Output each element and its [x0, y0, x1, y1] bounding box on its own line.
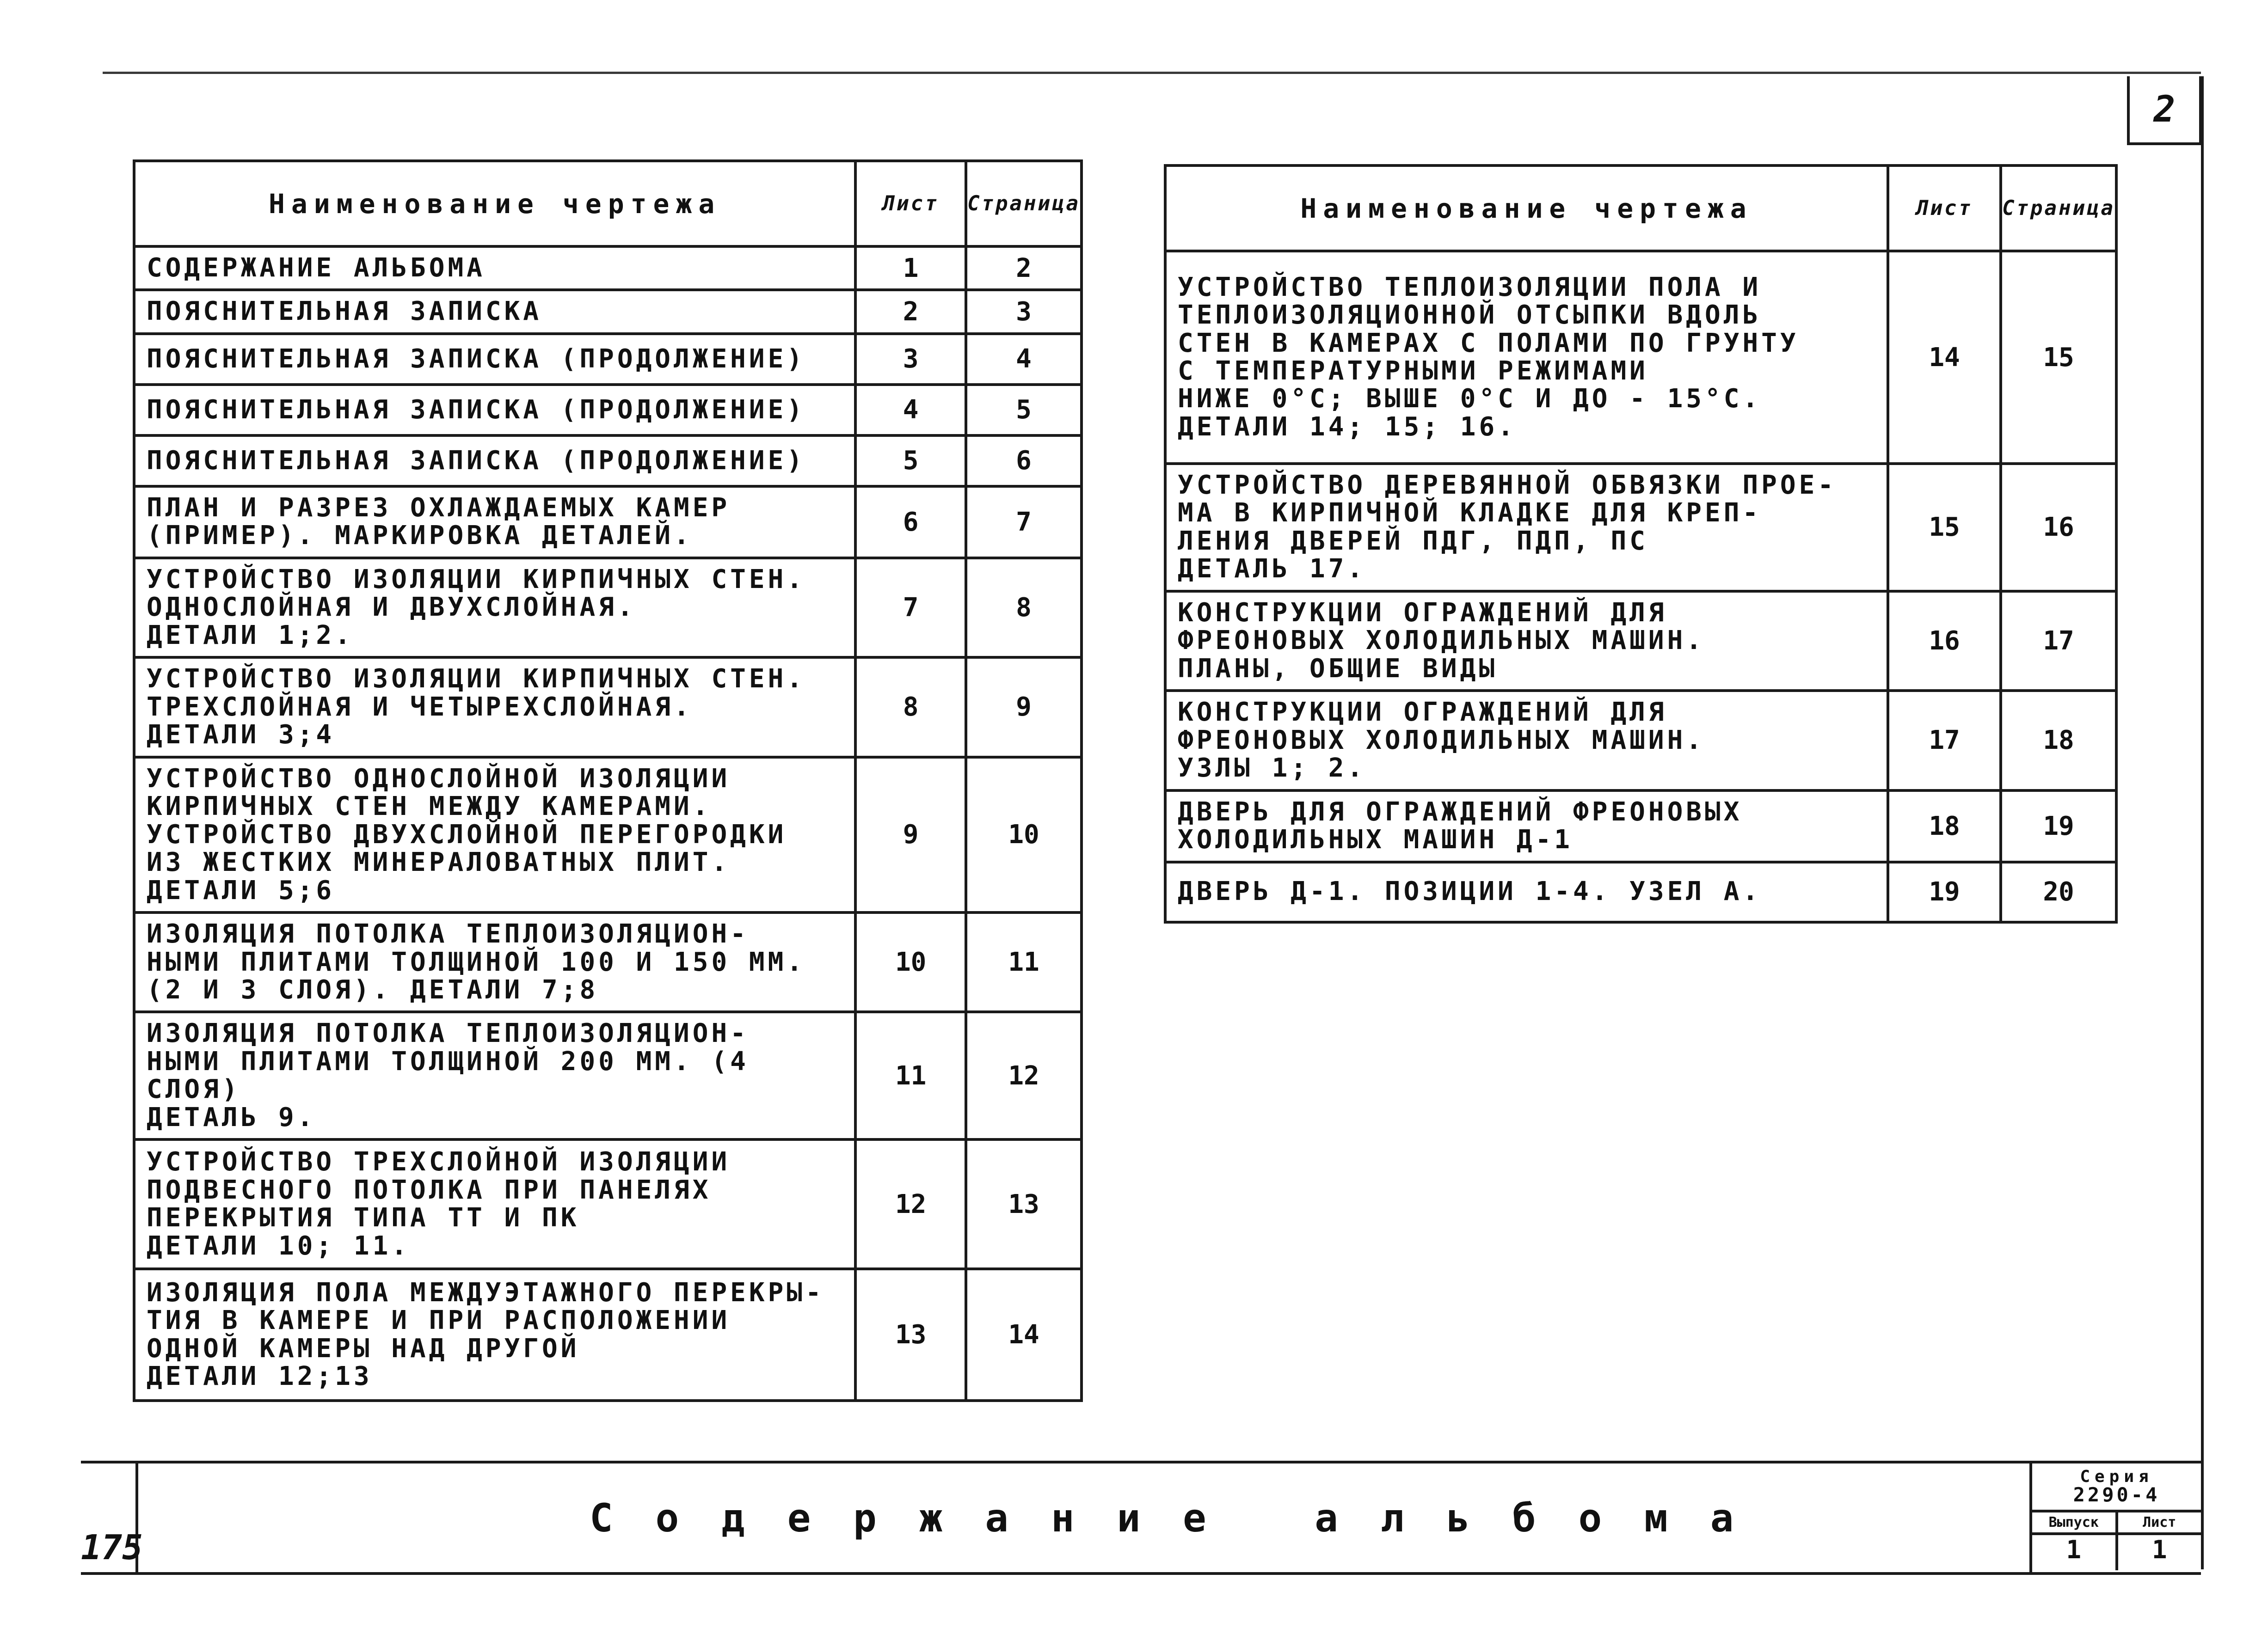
table-row — [134, 1012, 1082, 1139]
sheet-number-cell: 3 — [855, 334, 966, 385]
page-number-cell: 8 — [966, 558, 1082, 657]
series-cell — [2032, 1463, 2201, 1512]
page-number-cell: 7 — [966, 486, 1082, 558]
sheet-number-cell: 15 — [1888, 464, 2001, 591]
table-row — [134, 334, 1082, 385]
page-number-cell: 3 — [966, 290, 1082, 333]
issue-cell — [2032, 1512, 2115, 1570]
page-number-cell: 9 — [966, 657, 1082, 757]
table-row — [134, 290, 1082, 333]
drawing-name-cell: КОНСТРУКЦИИ ОГРАЖДЕНИЙ ДЛЯ ФРЕОНОВЫХ ХОЛОДИЛЬНЫХ МАШИН. ПЛАНЫ, ОБЩИЕ ВИДЫ — [1165, 591, 1888, 691]
table-row — [134, 558, 1082, 657]
drawing-name-cell: ДВЕРЬ ДЛЯ ОГРАЖДЕНИЙ ФРЕОНОВЫХ ХОЛОДИЛЬНЫХ МАШИН Д-1 — [1165, 790, 1888, 862]
sheet-number-cell: 6 — [855, 486, 966, 558]
issue-value: 1 — [2066, 1535, 2081, 1564]
document-title: Содержание альбома — [590, 1495, 1776, 1541]
stamp-box — [2029, 1463, 2201, 1572]
page-number-cell: 19 — [2001, 790, 2116, 862]
drawing-name-cell: ИЗОЛЯЦИЯ ПОТОЛКА ТЕПЛОИЗОЛЯЦИОН- НЫМИ ПЛИТАМИ ТОЛЩИНОЙ 100 И 150 ММ. (2 И 3 СЛОЯ). ДЕТАЛИ 7;8 — [134, 912, 855, 1012]
sheet-number-cell: 4 — [855, 385, 966, 435]
page-number-cell: 12 — [966, 1012, 1082, 1139]
page-number-cell: 11 — [966, 912, 1082, 1012]
sheet-number-cell: 12 — [855, 1139, 966, 1269]
sheet-number-cell: 2 — [855, 290, 966, 333]
contents-table-right — [1164, 164, 2118, 924]
drawing-name-cell: ПОЯСНИТЕЛЬНАЯ ЗАПИСКА (ПРОДОЛЖЕНИЕ) — [134, 385, 855, 435]
issue-label: Выпуск — [2032, 1512, 2115, 1535]
table-row — [1165, 251, 2116, 464]
page-number-cell: 20 — [2001, 862, 2116, 922]
page-number-box: 2 — [2127, 76, 2202, 145]
table-row — [134, 657, 1082, 757]
table-row — [1165, 591, 2116, 691]
column-header-page: Страница — [966, 161, 1082, 246]
drawing-name-cell: УСТРОЙСТВО ИЗОЛЯЦИИ КИРПИЧНЫХ СТЕН. ТРЕХСЛОЙНАЯ И ЧЕТЫРЕХСЛОЙНАЯ. ДЕТАЛИ 3;4 — [134, 657, 855, 757]
page-number-cell: 4 — [966, 334, 1082, 385]
table-row — [1165, 691, 2116, 790]
sheet-number-cell: 5 — [855, 435, 966, 486]
sheet-number-cell: 17 — [1888, 691, 2001, 790]
page-number-cell: 16 — [2001, 464, 2116, 591]
contents-table-left — [133, 159, 1083, 1402]
table-row — [134, 1269, 1082, 1401]
album-code-cell — [81, 1463, 143, 1572]
sheet-number-cell: 18 — [1888, 790, 2001, 862]
page-number-cell: 14 — [966, 1269, 1082, 1401]
drawing-name-cell: УСТРОЙСТВО ТРЕХСЛОЙНОЙ ИЗОЛЯЦИИ ПОДВЕСНОГО ПОТОЛКА ПРИ ПАНЕЛЯХ ПЕРЕКРЫТИЯ ТИПА ТТ И ПК ДЕТАЛИ 10; 11. — [134, 1139, 855, 1269]
table-row — [134, 912, 1082, 1012]
sheet-number-cell: 13 — [855, 1269, 966, 1401]
page-number-cell: 5 — [966, 385, 1082, 435]
drawing-name-cell: ДВЕРЬ Д-1. ПОЗИЦИИ 1-4. УЗЕЛ А. — [1165, 862, 1888, 922]
sheet-number-cell: 9 — [855, 757, 966, 912]
series-value: 2290-4 — [2073, 1483, 2160, 1506]
contents-table-right-body — [1165, 251, 2116, 922]
table-row — [134, 385, 1082, 435]
top-border-line — [103, 72, 2201, 74]
drawing-name-cell: КОНСТРУКЦИИ ОГРАЖДЕНИЙ ДЛЯ ФРЕОНОВЫХ ХОЛОДИЛЬНЫХ МАШИН. УЗЛЫ 1; 2. — [1165, 691, 1888, 790]
page-number-cell: 17 — [2001, 591, 2116, 691]
drawing-name-cell: ИЗОЛЯЦИЯ ПОЛА МЕЖДУЭТАЖНОГО ПЕРЕКРЫ- ТИЯ В КАМЕРЕ И ПРИ РАСПОЛОЖЕНИИ ОДНОЙ КАМЕРЫ НАД ДРУГОЙ ДЕТАЛИ 12;13 — [134, 1269, 855, 1401]
drawing-name-cell: СОДЕРЖАНИЕ АЛЬБОМА — [134, 246, 855, 290]
contents-table-left-body — [134, 246, 1082, 1401]
table-row — [134, 1139, 1082, 1269]
page-number-cell: 18 — [2001, 691, 2116, 790]
page-number-cell: 6 — [966, 435, 1082, 486]
drawing-name-cell: УСТРОЙСТВО ДЕРЕВЯННОЙ ОБВЯЗКИ ПРОЕ- МА В КИРПИЧНОЙ КЛАДКЕ ДЛЯ КРЕП- ЛЕНИЯ ДВЕРЕЙ ПДГ, ПДП, ПС ДЕТАЛЬ 17. — [1165, 464, 1888, 591]
table-row — [134, 246, 1082, 290]
sheet-number-cell: 11 — [855, 1012, 966, 1139]
column-header-sheet: Лист — [855, 161, 966, 246]
column-header-page: Страница — [2001, 165, 2116, 251]
column-header-sheet: Лист — [1888, 165, 2001, 251]
table-row — [1165, 464, 2116, 591]
table-row — [134, 435, 1082, 486]
stamp-sheet-cell — [2115, 1512, 2201, 1570]
sheet-number-cell: 19 — [1888, 862, 2001, 922]
page-number-cell: 2 — [966, 246, 1082, 290]
drawing-name-cell: УСТРОЙСТВО ТЕПЛОИЗОЛЯЦИИ ПОЛА И ТЕПЛОИЗОЛЯЦИОННОЙ ОТСЫПКИ ВДОЛЬ СТЕН В КАМЕРАХ С ПОЛАМИ ПО ГРУНТУ С ТЕМПЕРАТУРНЫМИ РЕЖИМАМИ НИЖЕ 0°С; ВЫШЕ 0°С И ДО - 15°С. ДЕТАЛИ 14; 15; 16. — [1165, 251, 1888, 464]
page-number-cell: 10 — [966, 757, 1082, 912]
stamp-sheet-value: 1 — [2151, 1535, 2167, 1564]
drawing-name-cell: ПОЯСНИТЕЛЬНАЯ ЗАПИСКА — [134, 290, 855, 333]
title-block — [81, 1461, 2201, 1575]
sheet-number-cell: 1 — [855, 246, 966, 290]
sheet-number-cell: 14 — [1888, 251, 2001, 464]
drawing-name-cell: ИЗОЛЯЦИЯ ПОТОЛКА ТЕПЛОИЗОЛЯЦИОН- НЫМИ ПЛИТАМИ ТОЛЩИНОЙ 200 ММ. (4 СЛОЯ) ДЕТАЛЬ 9. — [134, 1012, 855, 1139]
table-row — [1165, 790, 2116, 862]
drawing-name-cell: ПОЯСНИТЕЛЬНАЯ ЗАПИСКА (ПРОДОЛЖЕНИЕ) — [134, 435, 855, 486]
stamp-sheet-label: Лист — [2118, 1512, 2201, 1535]
sheet-number-cell: 10 — [855, 912, 966, 1012]
drawing-name-cell: УСТРОЙСТВО ИЗОЛЯЦИИ КИРПИЧНЫХ СТЕН. ОДНОСЛОЙНАЯ И ДВУХСЛОЙНАЯ. ДЕТАЛИ 1;2. — [134, 558, 855, 657]
album-code: 175 — [81, 1528, 143, 1567]
series-label: Серия — [2080, 1467, 2153, 1486]
sheet-number-cell: 16 — [1888, 591, 2001, 691]
page-number-cell: 13 — [966, 1139, 1082, 1269]
table-row — [1165, 862, 2116, 922]
sheet-number-cell: 7 — [855, 558, 966, 657]
page-number-cell: 15 — [2001, 251, 2116, 464]
table-row — [134, 486, 1082, 558]
sheet-number-cell: 8 — [855, 657, 966, 757]
drawing-name-cell: ПЛАН И РАЗРЕЗ ОХЛАЖДАЕМЫХ КАМЕР (ПРИМЕР). МАРКИРОВКА ДЕТАЛЕЙ. — [134, 486, 855, 558]
drawing-name-cell: УСТРОЙСТВО ОДНОСЛОЙНОЙ ИЗОЛЯЦИИ КИРПИЧНЫХ СТЕН МЕЖДУ КАМЕРАМИ. УСТРОЙСТВО ДВУХСЛОЙНОЙ ПЕРЕГОРОДКИ ИЗ ЖЕСТКИХ МИНЕРАЛОВАТНЫХ ПЛИТ. ДЕТАЛИ 5;6 — [134, 757, 855, 912]
drawing-name-cell: ПОЯСНИТЕЛЬНАЯ ЗАПИСКА (ПРОДОЛЖЕНИЕ) — [134, 334, 855, 385]
column-header-name: Наименование чертежа — [134, 161, 855, 246]
column-header-name: Наименование чертежа — [1165, 165, 1888, 251]
table-row — [134, 757, 1082, 912]
